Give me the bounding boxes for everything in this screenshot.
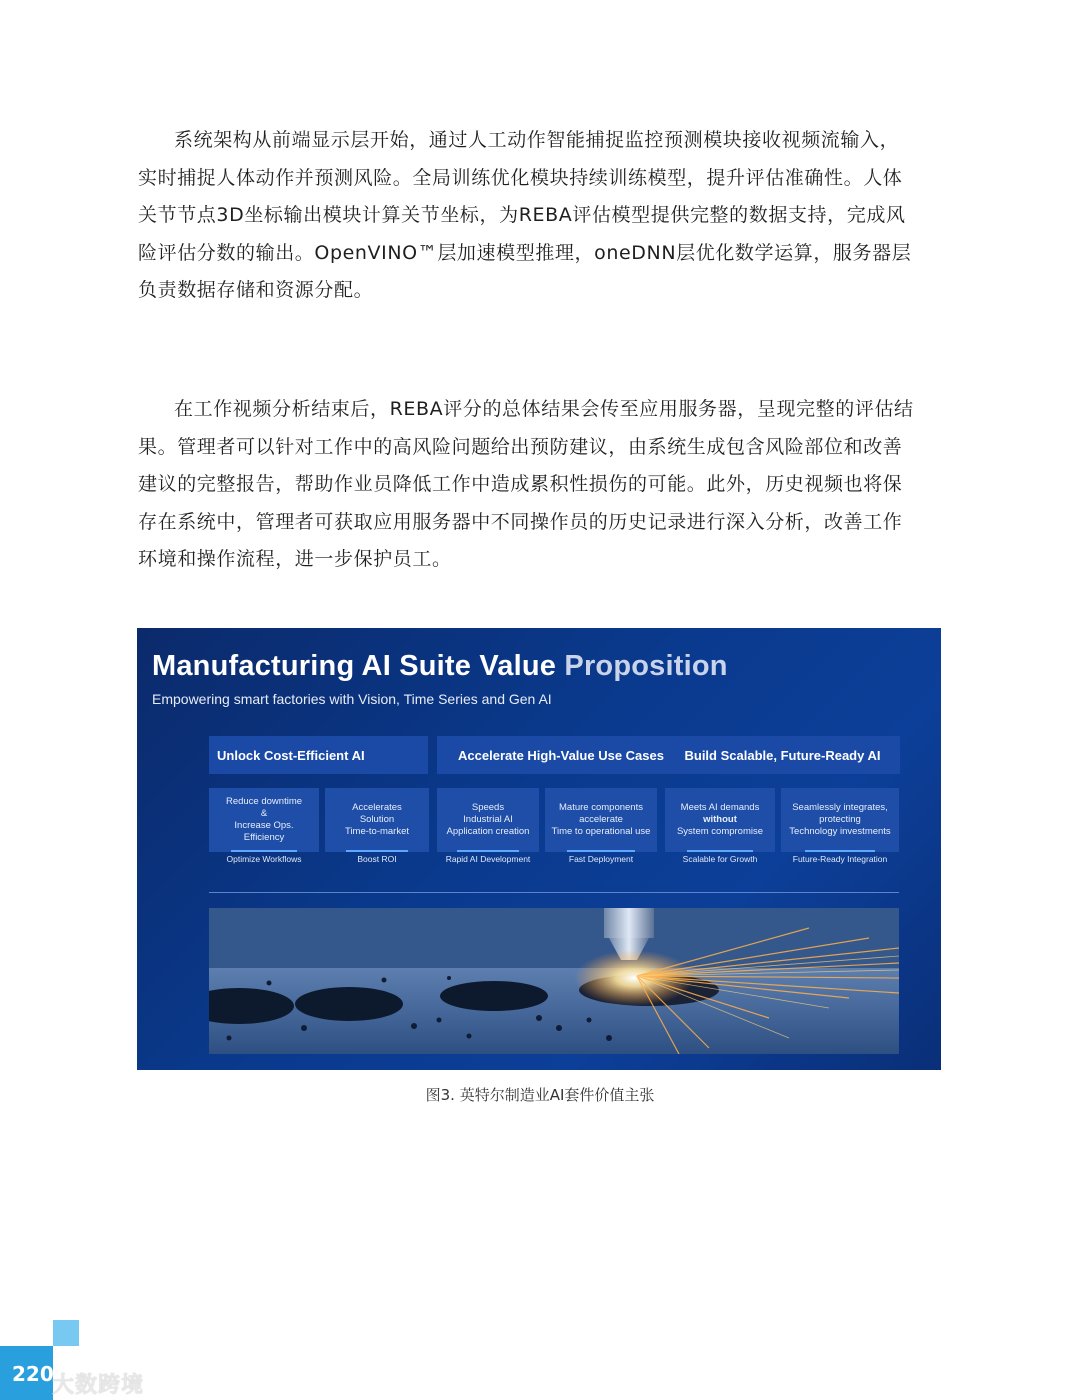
- cell-accent-bar: [805, 850, 876, 852]
- cell-line: Increase Ops.: [234, 820, 294, 831]
- cell-accent-bar: [567, 850, 634, 852]
- value-cell: [437, 788, 539, 852]
- cell-line: Technology investments: [789, 826, 891, 837]
- cell-line: Time-to-market: [344, 826, 410, 837]
- paragraph-line: 果。管理者可以针对工作中的高风险问题给出预防建议，由系统生成包含风险部位和改善: [138, 435, 903, 458]
- cell-line: Reduce downtime: [225, 796, 303, 807]
- cell-accent-bar: [687, 850, 753, 852]
- cell-accent-bar: [457, 850, 518, 852]
- paragraph-line: 负责数据存储和资源分配。: [138, 279, 374, 301]
- figure-title-dim: Proposition: [564, 650, 728, 682]
- cell-line: Seamlessly integrates,: [792, 802, 888, 813]
- figure-title-main: Manufacturing AI Suite Value: [152, 650, 565, 682]
- logo-mark: 220: [12, 1362, 54, 1386]
- cell-line: Meets AI demands: [680, 802, 760, 813]
- cell-caption: Boost ROI: [357, 854, 397, 864]
- value-cell: [665, 788, 775, 852]
- cell-line: Application creation: [446, 826, 530, 837]
- figure-divider: [209, 892, 899, 893]
- value-cell: [545, 788, 657, 852]
- cell-line: without: [703, 814, 737, 825]
- value-cell: [781, 788, 899, 852]
- laser-cutting-photo: [209, 908, 899, 1054]
- paragraph-line: 关节节点3D坐标输出模块计算关节坐标，为REBA评估模型提供完整的数据支持，完成风: [138, 204, 906, 226]
- cell-line: protecting: [819, 814, 861, 825]
- logo-accent-square: [53, 1320, 79, 1346]
- figure-caption: 图3. 英特尔制造业AI套件价值主张: [425, 1086, 655, 1104]
- cell-accent-bar: [231, 850, 297, 852]
- pillar-scalable: Build Scalable, Future-Ready AI: [665, 736, 900, 774]
- pillar-high-value: Accelerate High-Value Use Cases: [437, 736, 685, 774]
- cell-line: Accelerates: [352, 802, 402, 813]
- cell-caption: Optimize Workflows: [226, 854, 302, 864]
- paragraph-line: 实时捕捉人体动作并预测风险。全局训练优化模块持续训练模型，提升评估准确性。人体: [138, 166, 903, 189]
- logo-text: 大数跨境: [52, 1373, 145, 1398]
- paragraph-system-architecture: [138, 122, 944, 310]
- cell-line: &: [260, 808, 268, 819]
- cell-line: Efficiency: [243, 832, 285, 843]
- laser-cutting-illustration: [209, 908, 899, 1054]
- value-cell: [325, 788, 429, 852]
- paragraph-line: 建议的完整报告，帮助作业员降低工作中造成累积性损伤的可能。此外，历史视频也将保: [138, 473, 903, 495]
- paragraph-line: 环境和操作流程，进一步保护员工。: [138, 548, 452, 570]
- cell-line: Solution: [359, 814, 395, 825]
- cell-line: accelerate: [579, 814, 623, 825]
- cell-caption: Rapid AI Development: [445, 854, 531, 864]
- cell-line: Time to operational use: [551, 826, 651, 837]
- paragraph-line: 系统架构从前端显示层开始，通过人工动作智能捕捉监控预测模块接收视频流输入，: [174, 129, 900, 151]
- cell-caption: Fast Deployment: [568, 854, 634, 864]
- figure-title: [152, 650, 728, 683]
- value-cell: [209, 788, 319, 852]
- paragraph-line: 险评估分数的输出。OpenVINO™层加速模型推理，oneDNN层优化数学运算，服务器层: [138, 241, 912, 264]
- paragraph-line: 存在系统中，管理者可获取应用服务器中不同操作员的历史记录进行深入分析，改善工作: [138, 510, 903, 533]
- cell-caption: Future-Ready Integration: [792, 854, 888, 864]
- cell-caption: Scalable for Growth: [682, 854, 758, 864]
- cell-line: Mature components: [559, 802, 643, 813]
- paragraph-line: 在工作视频分析结束后，REBA评分的总体结果会传至应用服务器，呈现完整的评估结: [174, 398, 914, 420]
- cell-accent-bar: [346, 850, 408, 852]
- pillar-cost-efficient: Unlock Cost-Efficient AI: [209, 736, 428, 774]
- paragraph-reba-results: [138, 391, 944, 579]
- cell-line: Industrial AI: [463, 814, 513, 825]
- figure-subtitle: Empowering smart factories with Vision, Time Series and Gen AI: [152, 691, 552, 707]
- cell-line: System compromise: [676, 826, 764, 837]
- cell-line: Speeds: [471, 802, 505, 813]
- figure-value-proposition: [137, 628, 941, 1070]
